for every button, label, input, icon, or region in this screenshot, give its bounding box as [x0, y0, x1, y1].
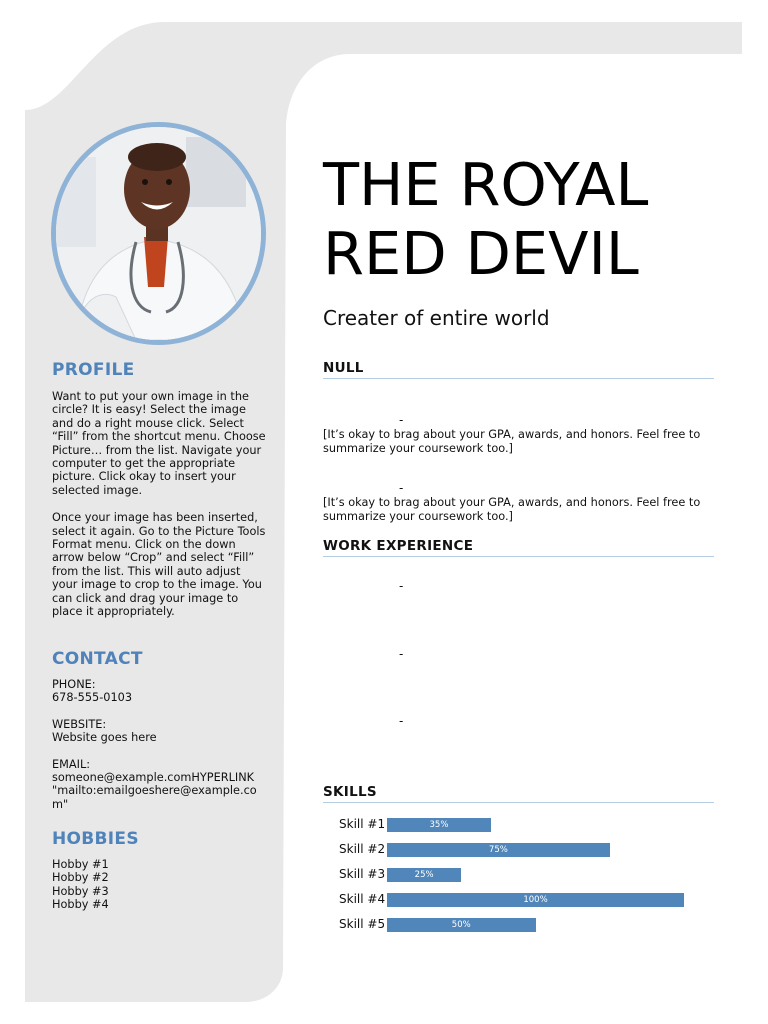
skills-heading: SKILLS — [323, 784, 714, 803]
skill-label: Skill #3 — [339, 867, 386, 881]
skill-track — [387, 868, 707, 882]
phone-label: PHONE: — [52, 678, 96, 691]
hobby-item: Hobby #4 — [52, 898, 109, 912]
education-entry-text: [It’s okay to brag about your GPA, awards, and honors. Feel free to summarize your coursework too.] — [323, 428, 701, 455]
profile-text — [52, 390, 267, 619]
skill-label: Skill #5 — [339, 917, 386, 931]
profile-paragraph-2: Once your image has been inserted, select it again. Go to the Picture Tools Format menu. Click on the down arrow below “Crop” and select “Fill” from the list. This will auto adjust your image to crop to the image. You can click and drag your image to place it appropriately. — [52, 511, 266, 619]
work-experience-heading: WORK EXPERIENCE — [323, 538, 714, 557]
skill-row — [323, 916, 723, 932]
doctor-photo-icon — [56, 127, 261, 340]
skill-label: Skill #4 — [339, 892, 386, 906]
website-value[interactable]: Website goes here — [52, 731, 157, 745]
profile-heading: PROFILE — [52, 360, 135, 380]
skill-row — [323, 841, 723, 857]
hobby-item: Hobby #1 — [52, 858, 109, 871]
skill-bar: 35% — [387, 818, 491, 832]
skill-track — [387, 843, 707, 857]
skill-row — [323, 866, 723, 882]
hobby-item: Hobby #3 — [52, 884, 109, 898]
skill-label: Skill #2 — [339, 842, 386, 856]
skill-row — [323, 816, 723, 832]
hobbies-list — [52, 858, 267, 912]
work-entry-dash: - — [399, 647, 404, 661]
skill-bar: 50% — [387, 918, 536, 932]
work-entry-dash: - — [399, 579, 404, 593]
phone-value: 678-555-0103 — [52, 691, 133, 705]
skill-bar: 25% — [387, 868, 461, 882]
education-entry-text: [It’s okay to brag about your GPA, awards, and honors. Feel free to summarize your coursework too.] — [323, 496, 701, 523]
profile-photo[interactable] — [51, 122, 266, 345]
education-heading: NULL — [323, 360, 714, 379]
skill-track — [387, 918, 707, 932]
skill-row — [323, 891, 723, 907]
website-label: WEBSITE: — [52, 717, 107, 731]
contact-heading: CONTACT — [52, 649, 143, 669]
work-entry-dash: - — [399, 714, 404, 728]
skill-bar: 75% — [387, 843, 610, 857]
skill-label: Skill #1 — [339, 817, 386, 831]
profile-paragraph-1: Want to put your own image in the circle? It is easy! Select the image and do a right mouse click. Select “Fill” from the shortcut menu. Choose Picture… from the list. Navigate your computer to get the appropriate picture. Click okay to insert your selected image. — [52, 390, 266, 497]
skill-track — [387, 818, 707, 832]
resume-subtitle: Creater of entire world — [323, 306, 550, 330]
education-entry-dash: - — [399, 413, 404, 427]
hobbies-heading: HOBBIES — [52, 829, 139, 849]
email-value[interactable]: someone@example.comHYPERLINK "mailto:emailgoeshere@example.com" — [52, 771, 257, 811]
email-label: EMAIL: — [52, 757, 91, 771]
resume-title: THE ROYAL RED DEVIL — [323, 150, 649, 288]
hobby-item: Hobby #2 — [52, 871, 109, 885]
education-entry-dash: - — [399, 481, 404, 495]
contact-block — [52, 678, 267, 811]
skill-track — [387, 893, 707, 907]
skill-bar: 100% — [387, 893, 684, 907]
